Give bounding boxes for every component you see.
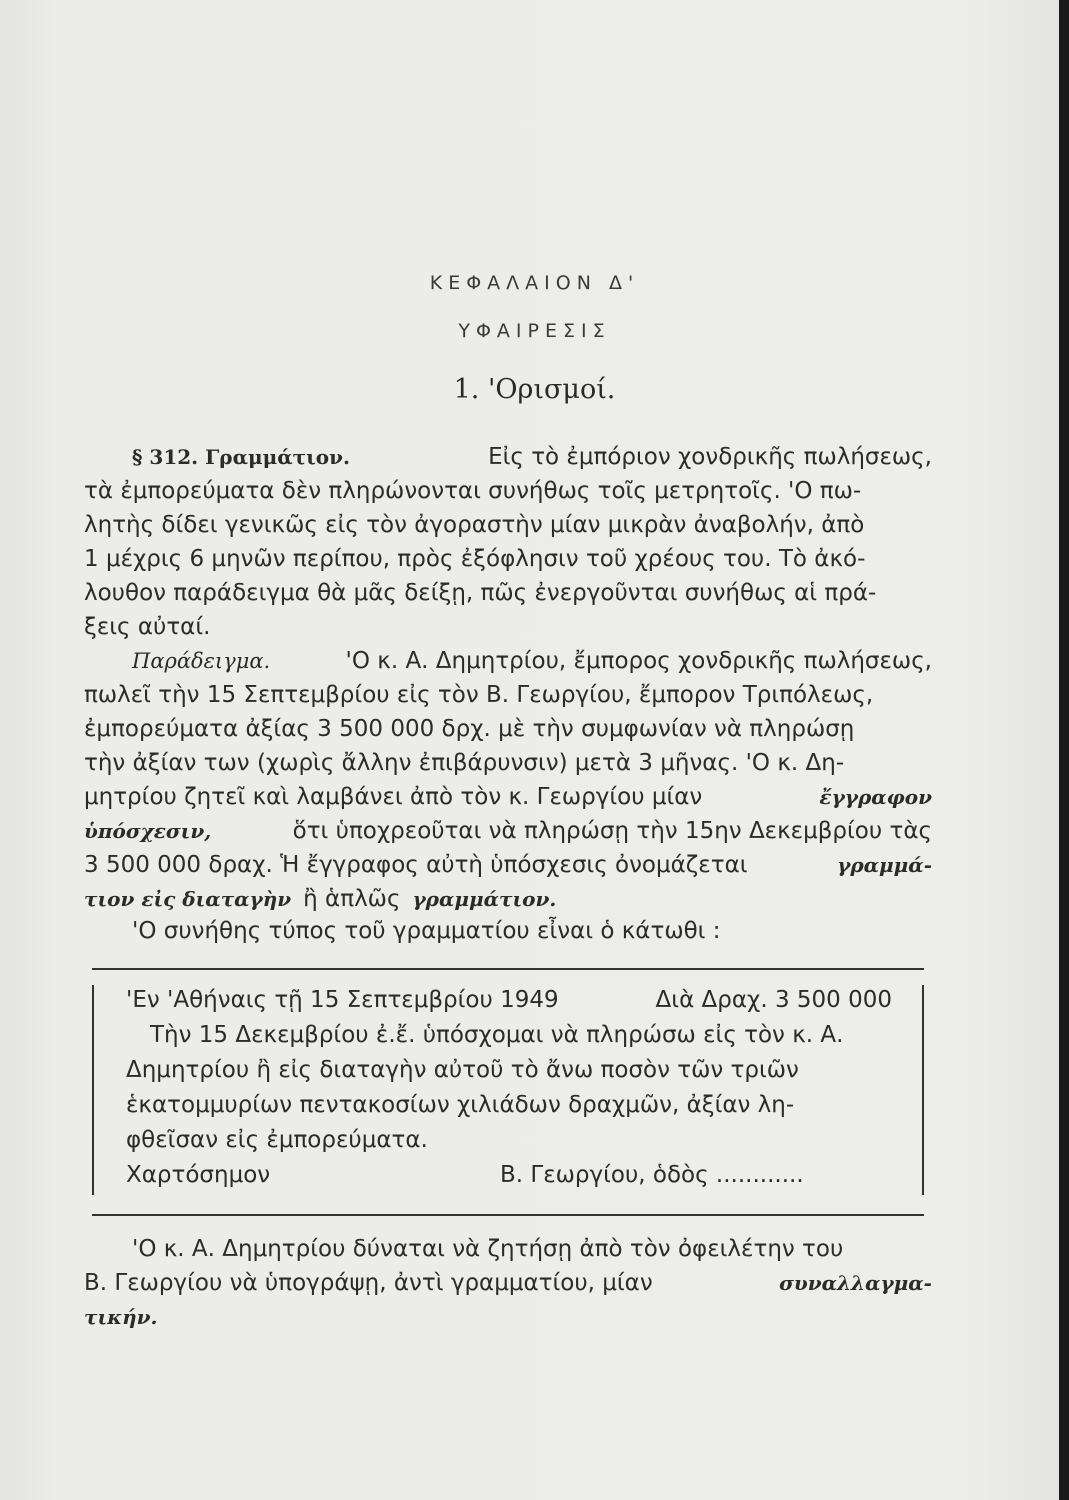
- term-emphasis: τιον εἰς διαταγὴν: [84, 887, 292, 911]
- term-emphasis: ἔγγραφον: [819, 785, 932, 809]
- chapter-heading: ΚΕΦΑΛΑΙΟΝ Δ': [429, 272, 640, 294]
- text-line: [84, 1300, 932, 1334]
- note-line: Τὴν 15 Δεκεμβρίου ἐ.ἔ. ὑπόσχομαι νὰ πληρώσω εἰς τὸν κ. Α.: [150, 1022, 844, 1048]
- text-fragment: μητρίου ζητεῖ καὶ λαμβάνει ἀπὸ τὸν κ. Γεωργίου μίαν: [84, 784, 703, 810]
- text-line: [84, 1266, 932, 1300]
- section-lead: § 312. Γραμμάτιον.: [132, 445, 350, 469]
- text-line: [84, 848, 932, 882]
- paragraph-bill-of-exchange: [84, 1232, 932, 1334]
- note-box-right-border: [922, 985, 924, 1195]
- text-line: [84, 780, 932, 814]
- note-amount: Διὰ Δραχ. 3 500 000: [655, 987, 892, 1013]
- text-line: [84, 440, 932, 474]
- text-fragment: 'Ο κ. Α. Δημητρίου, ἔμπορος χονδρικῆς πωλήσεως,: [345, 648, 932, 674]
- text-line: ξεις αὐταί.: [84, 614, 211, 640]
- text-line: 'Ο συνήθης τύπος τοῦ γραμματίου εἶναι ὁ κάτωθι :: [132, 918, 721, 944]
- note-line: φθεῖσαν εἰς ἐμπορεύματα.: [126, 1127, 428, 1153]
- text-line: 1 μέχρις 6 μηνῶν περίπου, πρὸς ἐξόφλησιν τοῦ χρέους του. Τὸ ἀκό-: [84, 546, 866, 572]
- text-line: πωλεῖ τὴν 15 Σεπτεμβρίου εἰς τὸν Β. Γεωργίου, ἔμπορον Τριπόλεως,: [84, 682, 874, 708]
- text-line: [84, 644, 932, 678]
- note-header-line: [126, 983, 892, 1018]
- note-line: Δημητρίου ἢ εἰς διαταγὴν αὐτοῦ τὸ ἄνω ποσὸν τῶν τριῶν: [126, 1057, 799, 1083]
- term-emphasis: γραμμάτιον.: [412, 887, 557, 911]
- signature: Β. Γεωργίου, ὁδὸς ............: [500, 1162, 804, 1188]
- text-line: λητὴς δίδει γενικῶς εἰς τὸν ἀγοραστὴν μίαν μικρὰν ἀναβολήν, ἀπὸ: [84, 512, 865, 538]
- text-fragment: ἢ ἁπλῶς: [303, 886, 401, 912]
- paragraph-definition: [84, 440, 932, 644]
- term-emphasis: τικήν.: [84, 1305, 158, 1329]
- subsection-title: 1. 'Ορισμοί.: [453, 374, 616, 405]
- text-fragment: ὅτι ὑποχρεοῦται νὰ πληρώσῃ τὴν 15ην Δεκεμβρίου τὰς: [292, 818, 932, 844]
- text-fragment: 3 500 000 δραχ. Ἡ ἔγγραφος αὐτὴ ὑπόσχεσις ὀνομάζεται: [84, 852, 748, 878]
- text-line: ἐμπορεύματα ἀξίας 3 500 000 δρχ. μὲ τὴν συμφωνίαν νὰ πληρώσῃ: [84, 716, 855, 742]
- term-emphasis: γραμμά-: [837, 853, 932, 877]
- example-lead: Παράδειγμα.: [132, 649, 271, 673]
- note-signature-line: [126, 1158, 892, 1193]
- text-line: τὰ ἐμπορεύματα δὲν πληρώνονται συνήθως τοῖς μετρητοῖς. 'Ο πω-: [84, 478, 862, 504]
- text-fragment: Εἰς τὸ ἐμπόριον χονδρικῆς πωλήσεως,: [488, 444, 932, 470]
- note-line: ἑκατομμυρίων πεντακοσίων χιλιάδων δραχμῶν, ἀξίαν λη-: [126, 1092, 795, 1118]
- text-line: [84, 882, 932, 916]
- text-fragment: Β. Γεωργίου νὰ ὑπογράψῃ, ἀντὶ γραμματίου, μίαν: [84, 1270, 653, 1296]
- text-line: τὴν ἀξίαν των (χωρὶς ἄλλην ἐπιβάρυνσιν) μετὰ 3 μῆνας. 'Ο κ. Δη-: [84, 750, 845, 776]
- term-emphasis: συναλλαγμα-: [779, 1271, 932, 1295]
- note-box-left-border: [92, 985, 94, 1195]
- text-line: λουθον παράδειγμα θὰ μᾶς δείξῃ, πῶς ἐνεργοῦνται συνήθως αἱ πρά-: [84, 580, 877, 606]
- paragraph-format-intro: [84, 914, 932, 948]
- note-place-date: 'Εν 'Αθήναις τῇ 15 Σεπτεμβρίου 1949: [126, 987, 559, 1013]
- stamp-label: Χαρτόσημον: [126, 1162, 271, 1188]
- term-emphasis: ὑπόσχεσιν,: [84, 819, 212, 843]
- paragraph-example: [84, 644, 932, 916]
- page-edge-shadow: [1059, 0, 1069, 1500]
- promissory-note-text: [126, 983, 892, 1193]
- section-heading: ΥΦΑΙΡΕΣΙΣ: [458, 320, 611, 342]
- text-line: [84, 814, 932, 848]
- text-line: 'Ο κ. Α. Δημητρίου δύναται νὰ ζητήσῃ ἀπὸ τὸν ὀφειλέτην του: [132, 1236, 844, 1262]
